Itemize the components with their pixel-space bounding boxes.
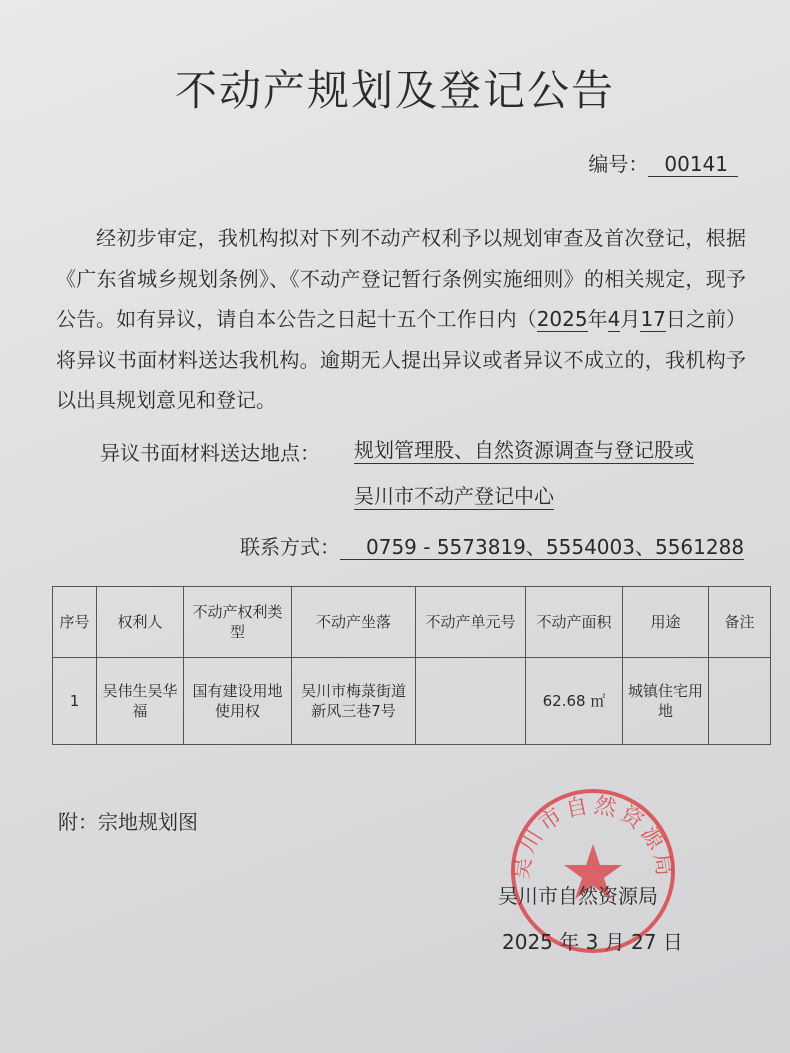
notice-body [56,218,746,421]
cell-no: 1 [53,658,97,745]
table-header-row [53,587,771,658]
contact-info [240,531,744,560]
document-number [588,148,738,177]
notice-title: 不动产规划及登记公告 [174,66,615,115]
cell-remark [709,658,771,745]
deadline-month: 4 [607,307,621,331]
attachment-note: 附：宗地规划图 [58,810,198,834]
cell-unit-no [416,658,526,745]
contact-label: 联系方式： [240,535,340,559]
cell-right-type: 国有建设用地使用权 [184,658,292,745]
property-table [52,586,771,745]
month-char: 月 [620,307,641,331]
notice-paragraph [56,218,746,421]
issuer-name: 吴川市自然资源局 [498,884,658,908]
col-header-no: 序号 [53,587,97,658]
deadline-day: 17 [640,307,666,331]
address-line-1: 规划管理股、自然资源调查与登记股或 [354,438,694,462]
body-text-part2: 日之前）将异议书面材料送达我机构。逾期无人提出异议或者异议不成立的，我机构予以出具规划意见和登记。 [56,307,747,412]
col-header-location: 不动产坐落 [292,587,416,658]
document-number-label: 编号： [588,152,649,176]
body-text-part1: 经初步审定，我机构拟对下列不动产权利予以规划审查及首次登记，根据《广东省城乡规划条例》、《不动产登记暂行条例实施细则》的相关规定，现予公告。如有异议，请自本公告之日起十五个工作日内（ [56,226,746,331]
cell-usage: 城镇住宅用地 [623,658,709,745]
year-char: 年 [587,307,608,331]
cell-location: 吴川市梅菉街道新风三巷7号 [292,658,416,745]
issue-date: 2025 年 3 月 27 日 [502,930,683,954]
cell-owner: 吴伟生吴华福 [97,658,184,745]
col-header-right-type: 不动产权利类型 [184,587,292,658]
cell-area: 62.68 ㎡ [526,658,623,745]
address-label: 异议书面材料送达地点： [100,441,320,465]
address-line-2: 吴川市不动产登记中心 [354,484,554,508]
seal-text-path: 吴川市自然资源局 [508,792,678,882]
col-header-owner: 权利人 [97,587,184,658]
col-header-usage: 用途 [623,587,709,658]
col-header-unit-no: 不动产单元号 [416,587,526,658]
table-row [53,658,771,745]
document-number-value: 00141 [648,152,738,177]
col-header-remark: 备注 [709,587,771,658]
col-header-area: 不动产面积 [526,587,623,658]
contact-phones: 0759 - 5573819、5554003、5561288 [340,535,744,560]
deadline-year: 2025 [536,307,588,331]
